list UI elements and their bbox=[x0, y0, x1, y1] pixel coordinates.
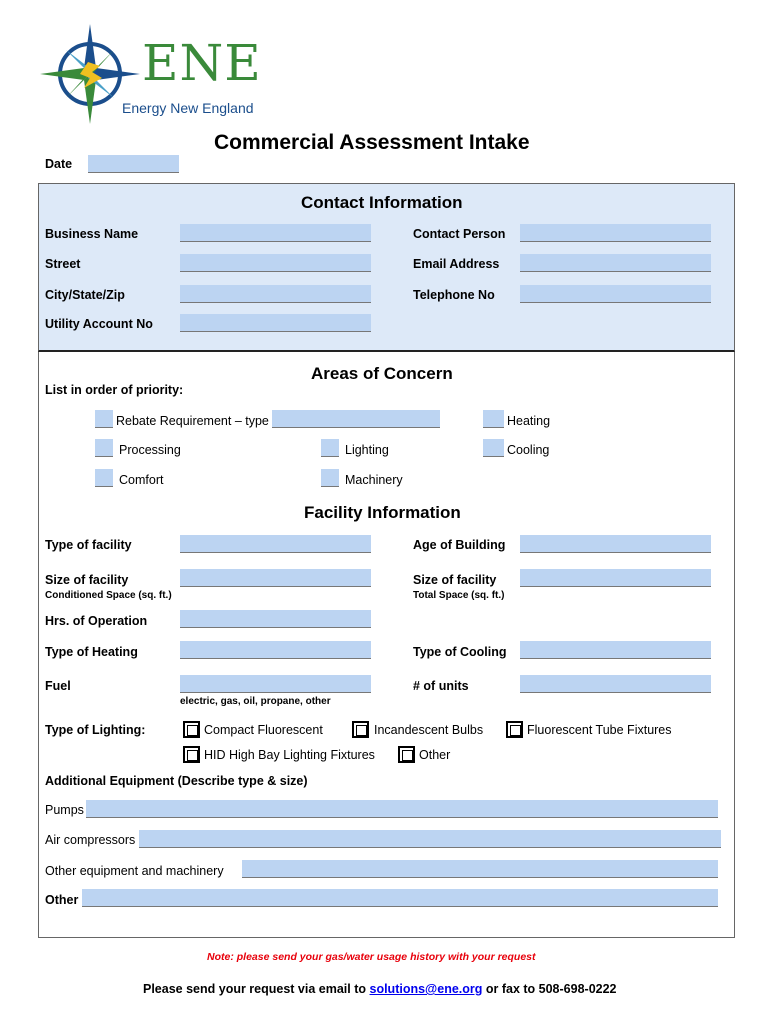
cfl-checkbox[interactable] bbox=[183, 721, 200, 738]
telephone-field[interactable] bbox=[520, 285, 711, 303]
utility-account-label: Utility Account No bbox=[45, 317, 153, 331]
hours-field[interactable] bbox=[180, 610, 371, 628]
utility-account-field[interactable] bbox=[180, 314, 371, 332]
city-state-zip-label: City/State/Zip bbox=[45, 288, 125, 302]
heating-label: Heating bbox=[507, 414, 551, 428]
conditioned-space-label: Conditioned Space (sq. ft.) bbox=[45, 590, 172, 601]
building-age-label: Age of Building bbox=[413, 538, 506, 552]
send-request-line bbox=[143, 982, 617, 996]
tube-checkbox[interactable] bbox=[506, 721, 523, 738]
hid-checkbox[interactable] bbox=[183, 746, 200, 763]
machinery-label: Machinery bbox=[345, 473, 403, 487]
send-suffix: or fax to 508-698-0222 bbox=[485, 982, 617, 996]
total-space-label: Total Space (sq. ft.) bbox=[413, 590, 505, 601]
city-state-zip-field[interactable] bbox=[180, 285, 371, 303]
cooling-priority-field[interactable] bbox=[483, 439, 504, 457]
street-label: Street bbox=[45, 257, 81, 271]
priority-label: List in order of priority: bbox=[45, 383, 184, 397]
rebate-priority-field[interactable] bbox=[95, 410, 113, 428]
logo bbox=[38, 22, 268, 126]
units-label: # of units bbox=[413, 679, 469, 693]
concern-heading: Areas of Concern bbox=[311, 364, 453, 383]
pumps-label: Pumps bbox=[45, 803, 84, 817]
fuel-label: Fuel bbox=[45, 679, 71, 693]
email-link[interactable]: solutions@ene.org bbox=[369, 982, 483, 996]
cooling-label: Cooling bbox=[507, 443, 550, 457]
cooling-type-field[interactable] bbox=[520, 641, 711, 659]
fuel-field[interactable] bbox=[180, 675, 371, 693]
logo-tagline: Energy New England bbox=[122, 100, 254, 116]
additional-equipment-label: Additional Equipment (Describe type & size) bbox=[45, 774, 308, 788]
usage-note: Note: please send your gas/water usage history with your request bbox=[207, 951, 536, 963]
cfl-label: Compact Fluorescent bbox=[204, 723, 323, 737]
cooling-type-label: Type of Cooling bbox=[413, 645, 507, 659]
business-name-label: Business Name bbox=[45, 227, 139, 241]
send-prefix: Please send your request via email to bbox=[143, 982, 367, 996]
logo-brand: ENE bbox=[142, 34, 262, 92]
page-title: Commercial Assessment Intake bbox=[214, 131, 530, 154]
building-age-field[interactable] bbox=[520, 535, 711, 553]
date-label: Date bbox=[45, 157, 73, 171]
rebate-label: Rebate Requirement – type bbox=[116, 414, 269, 428]
other-equipment-label: Other equipment and machinery bbox=[45, 864, 224, 878]
other-lighting-label: Other bbox=[419, 748, 451, 762]
hours-label: Hrs. of Operation bbox=[45, 614, 148, 628]
other-field[interactable] bbox=[82, 889, 718, 907]
email-label: Email Address bbox=[413, 257, 500, 271]
other-label: Other bbox=[45, 893, 79, 907]
other-equipment-field[interactable] bbox=[242, 860, 718, 878]
processing-priority-field[interactable] bbox=[95, 439, 113, 457]
telephone-label: Telephone No bbox=[413, 288, 495, 302]
incandescent-checkbox[interactable] bbox=[352, 721, 369, 738]
contact-person-field[interactable] bbox=[520, 224, 711, 242]
comfort-label: Comfort bbox=[119, 473, 164, 487]
tube-label: Fluorescent Tube Fixtures bbox=[527, 723, 672, 737]
conditioned-size-field[interactable] bbox=[180, 569, 371, 587]
lighting-type-label: Type of Lighting: bbox=[45, 723, 146, 737]
heating-type-label: Type of Heating bbox=[45, 645, 138, 659]
units-field[interactable] bbox=[520, 675, 711, 693]
heating-type-field[interactable] bbox=[180, 641, 371, 659]
other-lighting-checkbox[interactable] bbox=[398, 746, 415, 763]
air-compressors-label: Air compressors bbox=[45, 833, 136, 847]
comfort-priority-field[interactable] bbox=[95, 469, 113, 487]
hid-label: HID High Bay Lighting Fixtures bbox=[204, 748, 375, 762]
fuel-hint: electric, gas, oil, propane, other bbox=[180, 696, 331, 707]
facility-heading: Facility Information bbox=[304, 503, 461, 522]
air-compressors-field[interactable] bbox=[139, 830, 721, 848]
lighting-priority-field[interactable] bbox=[321, 439, 339, 457]
facility-type-field[interactable] bbox=[180, 535, 371, 553]
date-field[interactable] bbox=[88, 155, 179, 173]
total-size-field[interactable] bbox=[520, 569, 711, 587]
machinery-priority-field[interactable] bbox=[321, 469, 339, 487]
processing-label: Processing bbox=[119, 443, 181, 457]
contact-person-label: Contact Person bbox=[413, 227, 506, 241]
lighting-label: Lighting bbox=[345, 443, 389, 457]
heating-priority-field[interactable] bbox=[483, 410, 504, 428]
rebate-type-field[interactable] bbox=[272, 410, 440, 428]
incandescent-label: Incandescent Bulbs bbox=[374, 723, 484, 737]
pumps-field[interactable] bbox=[86, 800, 718, 818]
facility-type-label: Type of facility bbox=[45, 538, 132, 552]
conditioned-size-label: Size of facility bbox=[45, 573, 129, 587]
street-field[interactable] bbox=[180, 254, 371, 272]
contact-heading: Contact Information bbox=[301, 193, 463, 212]
total-size-label: Size of facility bbox=[413, 573, 497, 587]
business-name-field[interactable] bbox=[180, 224, 371, 242]
email-field[interactable] bbox=[520, 254, 711, 272]
